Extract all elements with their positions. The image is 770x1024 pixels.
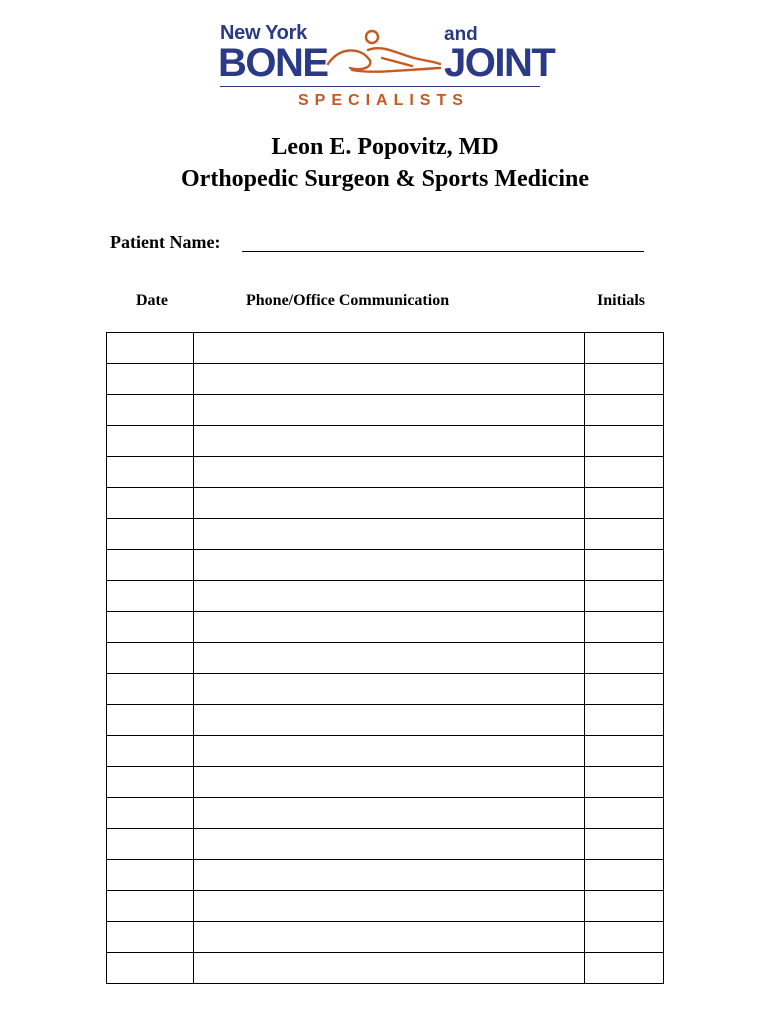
table-row [107, 581, 664, 612]
communication-cell[interactable] [194, 860, 585, 891]
date-cell[interactable] [107, 395, 194, 426]
initials-cell[interactable] [585, 488, 664, 519]
table-row [107, 767, 664, 798]
communication-cell[interactable] [194, 891, 585, 922]
communication-log-table [106, 332, 664, 984]
date-cell[interactable] [107, 488, 194, 519]
initials-cell[interactable] [585, 457, 664, 488]
communication-cell[interactable] [194, 953, 585, 984]
initials-cell[interactable] [585, 674, 664, 705]
logo-and: and [444, 24, 478, 45]
initials-cell[interactable] [585, 550, 664, 581]
date-cell[interactable] [107, 705, 194, 736]
date-cell[interactable] [107, 736, 194, 767]
table-row [107, 736, 664, 767]
table-row [107, 426, 664, 457]
initials-cell[interactable] [585, 581, 664, 612]
date-cell[interactable] [107, 767, 194, 798]
communication-cell[interactable] [194, 426, 585, 457]
initials-cell[interactable] [585, 953, 664, 984]
initials-cell[interactable] [585, 705, 664, 736]
practice-logo [218, 22, 554, 114]
table-row [107, 860, 664, 891]
table-row [107, 333, 664, 364]
table-row [107, 395, 664, 426]
initials-cell[interactable] [585, 519, 664, 550]
table-row [107, 798, 664, 829]
date-cell[interactable] [107, 581, 194, 612]
column-header-date: Date [136, 292, 168, 309]
table-row [107, 674, 664, 705]
communication-cell[interactable] [194, 643, 585, 674]
initials-cell[interactable] [585, 426, 664, 457]
communication-cell[interactable] [194, 736, 585, 767]
communication-cell[interactable] [194, 705, 585, 736]
table-row [107, 612, 664, 643]
table-row [107, 953, 664, 984]
communication-cell[interactable] [194, 798, 585, 829]
table-row [107, 364, 664, 395]
communication-cell[interactable] [194, 674, 585, 705]
date-cell[interactable] [107, 922, 194, 953]
table-row [107, 829, 664, 860]
column-header-communication: Phone/Office Communication [246, 292, 450, 309]
logo-new-york: New York [220, 22, 307, 44]
date-cell[interactable] [107, 643, 194, 674]
date-cell[interactable] [107, 953, 194, 984]
date-cell[interactable] [107, 829, 194, 860]
date-cell[interactable] [107, 457, 194, 488]
date-cell[interactable] [107, 798, 194, 829]
table-row [107, 519, 664, 550]
table-row [107, 705, 664, 736]
initials-cell[interactable] [585, 612, 664, 643]
date-cell[interactable] [107, 426, 194, 457]
communication-cell[interactable] [194, 488, 585, 519]
initials-cell[interactable] [585, 364, 664, 395]
table-row [107, 488, 664, 519]
initials-cell[interactable] [585, 922, 664, 953]
logo-joint: JOINT [444, 41, 555, 85]
table-row [107, 922, 664, 953]
doctor-specialty: Orthopedic Surgeon & Sports Medicine [181, 166, 589, 192]
date-cell[interactable] [107, 519, 194, 550]
communication-cell[interactable] [194, 395, 585, 426]
patient-name-field[interactable] [242, 251, 644, 252]
logo-bone: BONE [218, 41, 328, 85]
table-row [107, 891, 664, 922]
initials-cell[interactable] [585, 767, 664, 798]
communication-cell[interactable] [194, 829, 585, 860]
initials-cell[interactable] [585, 333, 664, 364]
communication-cell[interactable] [194, 922, 585, 953]
date-cell[interactable] [107, 674, 194, 705]
table-row [107, 550, 664, 581]
logo-divider [220, 86, 540, 87]
communication-cell[interactable] [194, 550, 585, 581]
initials-cell[interactable] [585, 891, 664, 922]
date-cell[interactable] [107, 891, 194, 922]
date-cell[interactable] [107, 860, 194, 891]
date-cell[interactable] [107, 550, 194, 581]
initials-cell[interactable] [585, 798, 664, 829]
initials-cell[interactable] [585, 860, 664, 891]
communication-cell[interactable] [194, 767, 585, 798]
initials-cell[interactable] [585, 736, 664, 767]
date-cell[interactable] [107, 333, 194, 364]
logo-specialists: SPECIALISTS [298, 92, 469, 109]
communication-cell[interactable] [194, 364, 585, 395]
patient-name-label: Patient Name: [110, 232, 221, 252]
communication-cell[interactable] [194, 457, 585, 488]
column-header-initials: Initials [597, 292, 646, 309]
table-row [107, 643, 664, 674]
date-cell[interactable] [107, 364, 194, 395]
date-cell[interactable] [107, 612, 194, 643]
communication-cell[interactable] [194, 333, 585, 364]
table-row [107, 457, 664, 488]
communication-cell[interactable] [194, 581, 585, 612]
communication-cell[interactable] [194, 612, 585, 643]
athlete-figure-icon [322, 28, 442, 78]
communication-cell[interactable] [194, 519, 585, 550]
initials-cell[interactable] [585, 829, 664, 860]
initials-cell[interactable] [585, 395, 664, 426]
doctor-name: Leon E. Popovitz, MD [271, 134, 499, 160]
initials-cell[interactable] [585, 643, 664, 674]
